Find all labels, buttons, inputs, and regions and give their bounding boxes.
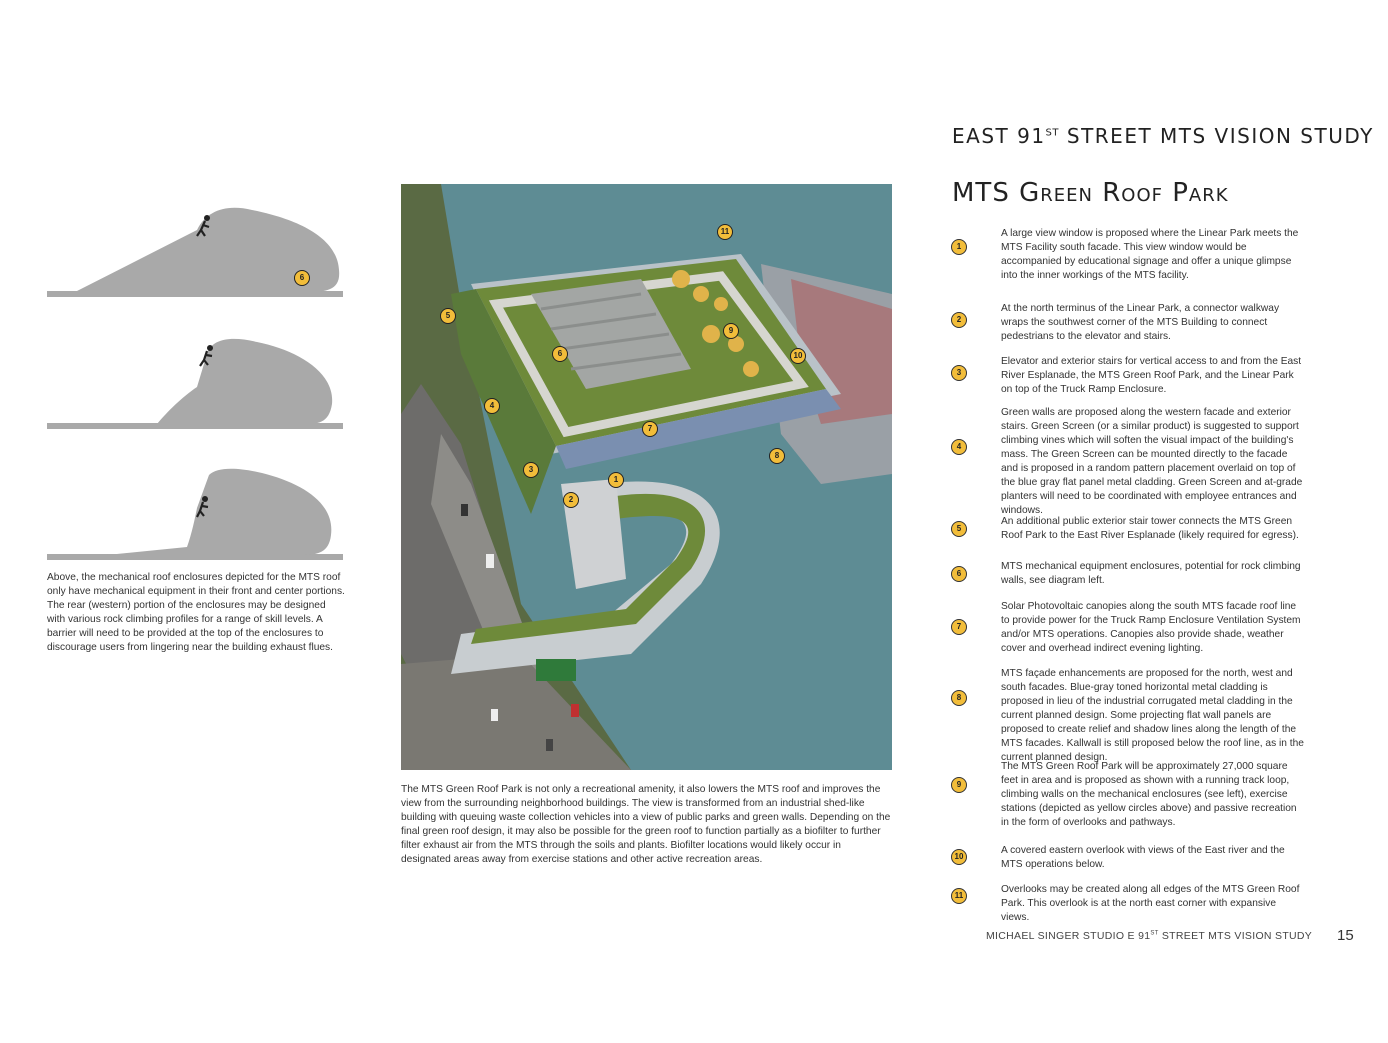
- legend-badge: 7: [951, 619, 967, 635]
- legend-text: Solar Photovoltaic canopies along the south MTS facade roof line to provide power for the Truck Ramp Enclosure Ventilation System and/or MTS operations. Canopies also provide shade, weather cover and overhead indirect evening lighting.: [1001, 601, 1301, 654]
- legend-text: MTS façade enhancements are proposed for the north, west and south facades. Blue-gray toned horizontal metal cladding is proposed in lieu of the industrial corrugated metal cladding in the current planned design. Some projecting flat wall panels are proposed to create relief and shadow lines along the length of the MTS facades. Kallwall is still proposed below the roof line, as in the current planned design.: [1001, 668, 1304, 763]
- legend-text: An additional public exterior stair tower connects the MTS Green Roof Park to the East River Esplanade (likely required for egress).: [1001, 516, 1299, 541]
- map-badge-10: 10: [790, 348, 806, 364]
- legend-text: Green walls are proposed along the western facade and exterior stairs. Green Screen (or a similar product) is suggested to support climbing vines which will soften the visual impact of the building's mass. The Green Screen can be mounted directly to the facade and is proposed in a random pattern placement overlaid on top of the blue gray flat panel metal cladding. Green Screen and at-grade planters will need to be coordinated with employee entrances and windows.: [1001, 407, 1303, 516]
- document-header: [952, 124, 1374, 148]
- map-badge-9: 9: [723, 323, 739, 339]
- map-badge-1: 1: [608, 472, 624, 488]
- header-title-suffix: STREET MTS VISION STUDY: [1059, 124, 1374, 148]
- map-badge-5: 5: [440, 308, 456, 324]
- header-title-prefix: EAST 91: [952, 124, 1046, 148]
- legend-badge: 9: [951, 777, 967, 793]
- legend-text: At the north terminus of the Linear Park, a connector walkway wraps the southwest corner of the MTS Building to connect pedestrians to the elevator and stairs.: [1001, 303, 1280, 342]
- page-footer: [986, 930, 1312, 942]
- map-badge-4: 4: [484, 398, 500, 414]
- footer-suffix: STREET MTS VISION STUDY: [1158, 930, 1313, 942]
- legend-badge: 1: [951, 239, 967, 255]
- footer-prefix: MICHAEL SINGER STUDIO E 91: [986, 930, 1151, 942]
- header-title-sup: ST: [1045, 127, 1060, 139]
- legend-text: A covered eastern overlook with views of the East river and the MTS operations below.: [1001, 845, 1285, 870]
- rock-climbing-caption: Above, the mechanical roof enclosures depicted for the MTS roof only have mechanical equipment in their front and center portions. The rear (western) portion of the enclosures may be designed with various rock climbing profiles for a range of skill levels. A barrier will need to be provided at the top of the enclosures to discourage users from lingering near the building exhaust flues.: [47, 572, 345, 653]
- legend-text: MTS mechanical equipment enclosures, potential for rock climbing walls, see diagram left.: [1001, 561, 1301, 586]
- legend-badge: 10: [951, 849, 967, 865]
- section-title: MTS Green Roof Park: [952, 178, 1229, 208]
- map-badge-6: 6: [552, 346, 568, 362]
- map-badge-8: 8: [769, 448, 785, 464]
- legend-badge: 2: [951, 312, 967, 328]
- legend-text: Overlooks may be created along all edges of the MTS Green Roof Park. This overlook is at the north east corner with expansive views.: [1001, 884, 1300, 923]
- legend-badge: 11: [951, 888, 967, 904]
- rock-profile-3: [47, 463, 343, 563]
- legend-badge: 6: [951, 566, 967, 582]
- legend-badge: 8: [951, 690, 967, 706]
- legend-badge: 3: [951, 365, 967, 381]
- legend-text: Elevator and exterior stairs for vertical access to and from the East River Esplanade, the MTS Green Roof Park, and the Linear Park on top of the Truck Ramp Enclosure.: [1001, 356, 1302, 395]
- map-badge-11: 11: [717, 224, 733, 240]
- legend-badge: 5: [951, 521, 967, 537]
- legend-text: The MTS Green Roof Park will be approximately 27,000 square feet in area and is proposed as shown with a running track loop, climbing walls on the mechanical enclosures (see left), exercise stations (depicted as yellow circles above) and passive recreation in the form of overlooks and pathways.: [1001, 761, 1297, 828]
- map-badge-3: 3: [523, 462, 539, 478]
- aerial-caption: The MTS Green Roof Park is not only a recreational amenity, it also lowers the MTS roof and improves the view from the surrounding neighborhood buildings. The view is transformed from an industrial shed-like building with queuing waste collection vehicles into a view of public parks and green walls. Depending on the final green roof design, it may also be possible for the green roof to function partially as a biofilter to further filter exhaust air from the MTS through the soils and plants. Biofilter locations would likely occur in designated areas away from exercise stations and other active recreation areas.: [401, 784, 891, 865]
- rock-profile-2: [47, 332, 343, 432]
- map-badge-2: 2: [563, 492, 579, 508]
- page-number: 15: [1337, 927, 1354, 944]
- aerial-rendering: [401, 184, 892, 770]
- rock-badge: 6: [294, 270, 310, 286]
- legend-text: A large view window is proposed where the Linear Park meets the MTS Facility south facade. This view window would be accompanied by educational signage and offer a unique glimpse into the inner workings of the MTS facility.: [1001, 228, 1299, 281]
- footer-sup: ST: [1150, 930, 1159, 937]
- legend-badge: 4: [951, 439, 967, 455]
- map-badge-7: 7: [642, 421, 658, 437]
